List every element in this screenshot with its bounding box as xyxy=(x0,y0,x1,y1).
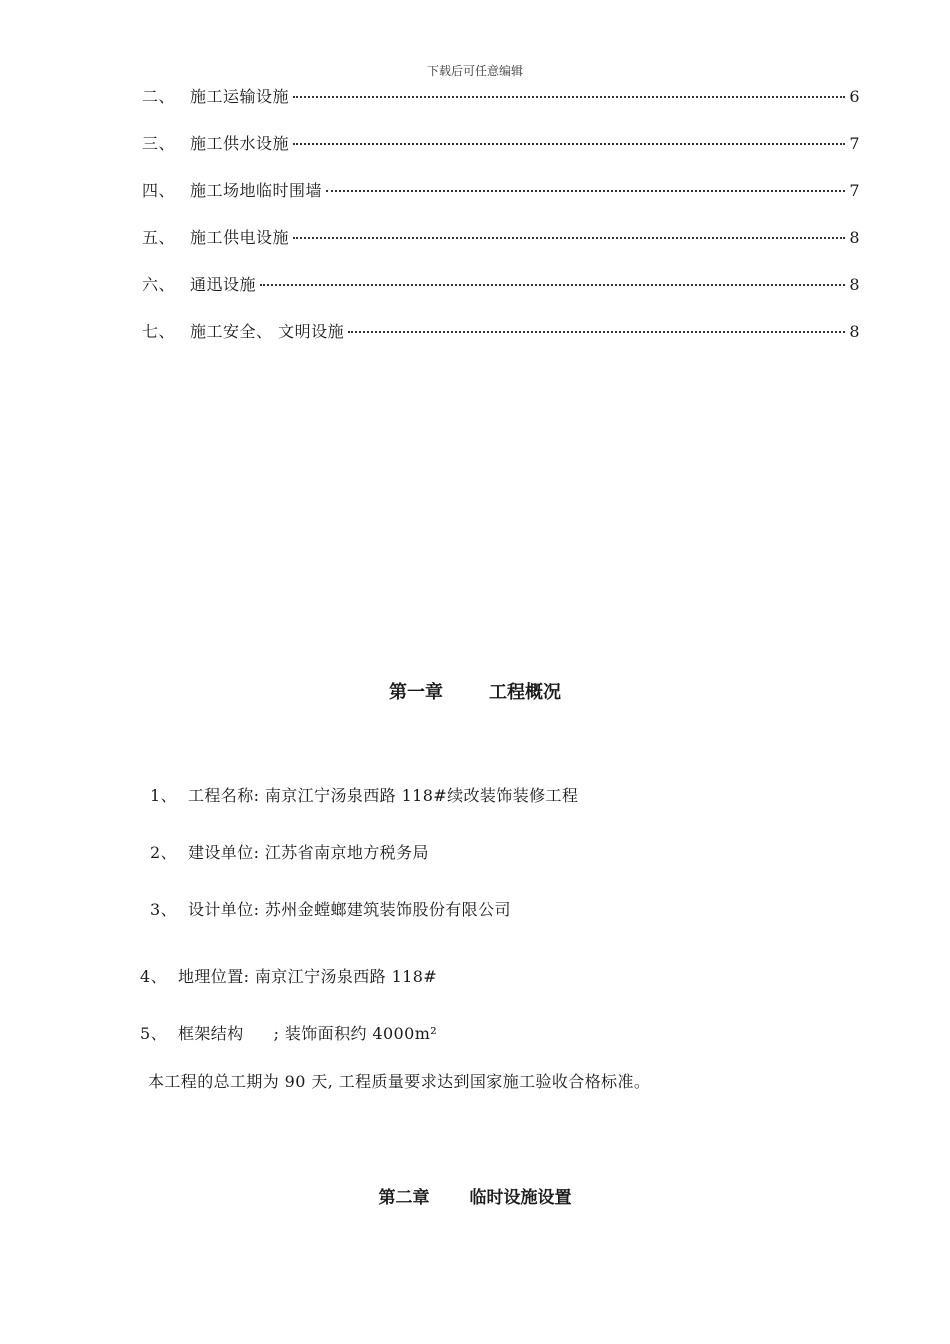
chapter-label: 第一章 xyxy=(389,682,443,703)
info-item-project-name xyxy=(150,783,578,806)
header-note: 下载后可任意编辑 xyxy=(426,64,523,78)
toc-leader-dots xyxy=(293,96,845,98)
toc-leader-dots xyxy=(348,331,845,333)
toc-leader-dots xyxy=(326,190,845,192)
info-item-number: 5、 xyxy=(140,1024,167,1043)
info-item-text: 设计单位: 苏州金螳螂建筑装饰股份有限公司 xyxy=(188,900,511,919)
info-item-text: 建设单位: 江苏省南京地方税务局 xyxy=(188,843,429,862)
info-item-number: 1、 xyxy=(150,786,177,805)
toc-leader-dots xyxy=(260,284,845,286)
toc-entry-title: 施工场地临时围墙 xyxy=(190,181,323,200)
toc-entry-page: 6 xyxy=(849,87,860,106)
chapter-title: 工程概况 xyxy=(489,682,561,703)
toc-entry-number: 三、 xyxy=(142,134,176,153)
toc-entry-number: 二、 xyxy=(142,87,176,106)
toc-entry[interactable] xyxy=(142,86,860,133)
toc-entry[interactable] xyxy=(142,180,860,227)
toc-entry-number: 四、 xyxy=(142,181,176,200)
info-item-number: 4、 xyxy=(140,967,167,986)
toc-entry-number: 七、 xyxy=(142,322,176,341)
chapter-heading xyxy=(0,1183,950,1208)
info-item-structure xyxy=(140,1021,437,1044)
toc-entry-page: 8 xyxy=(849,322,860,341)
info-item-designer xyxy=(150,897,511,920)
toc-entry-page: 7 xyxy=(849,181,860,200)
chapter-heading xyxy=(0,678,950,704)
toc-entry[interactable] xyxy=(142,274,860,321)
toc-entry-title: 施工运输设施 xyxy=(190,87,290,106)
table-of-contents xyxy=(142,86,860,368)
toc-entry[interactable] xyxy=(142,227,860,274)
toc-entry-title: 通迅设施 xyxy=(190,275,257,294)
chapter-title: 临时设施设置 xyxy=(469,1188,572,1208)
info-item-client xyxy=(150,840,429,863)
toc-entry-number: 五、 xyxy=(142,228,176,247)
toc-entry-number: 六、 xyxy=(142,275,176,294)
toc-entry-page: 7 xyxy=(849,134,860,153)
info-item-number: 3、 xyxy=(150,900,177,919)
info-item-number: 2、 xyxy=(150,843,177,862)
project-summary: 本工程的总工期为 90 天, 工程质量要求达到国家施工验收合格标准。 xyxy=(148,1072,651,1091)
toc-entry-page: 8 xyxy=(849,275,860,294)
toc-leader-dots xyxy=(293,143,845,145)
toc-entry-title: 施工供水设施 xyxy=(190,134,290,153)
toc-leader-dots xyxy=(293,237,845,239)
toc-entry-title: 施工供电设施 xyxy=(190,228,290,247)
info-item-text: 地理位置: 南京江宁汤泉西路 118# xyxy=(178,967,438,986)
toc-entry-title: 施工安全、 文明设施 xyxy=(190,322,345,341)
toc-entry-page: 8 xyxy=(849,228,860,247)
info-item-text: 工程名称: 南京江宁汤泉西路 118#续改装饰装修工程 xyxy=(188,786,579,805)
toc-entry[interactable] xyxy=(142,321,860,368)
toc-entry[interactable] xyxy=(142,133,860,180)
info-item-location xyxy=(140,964,437,987)
chapter-label: 第二章 xyxy=(378,1188,430,1208)
info-item-text: 框架结构 xyxy=(178,1024,244,1043)
info-item-text: ; 装饰面积约 4000m² xyxy=(273,1024,438,1043)
